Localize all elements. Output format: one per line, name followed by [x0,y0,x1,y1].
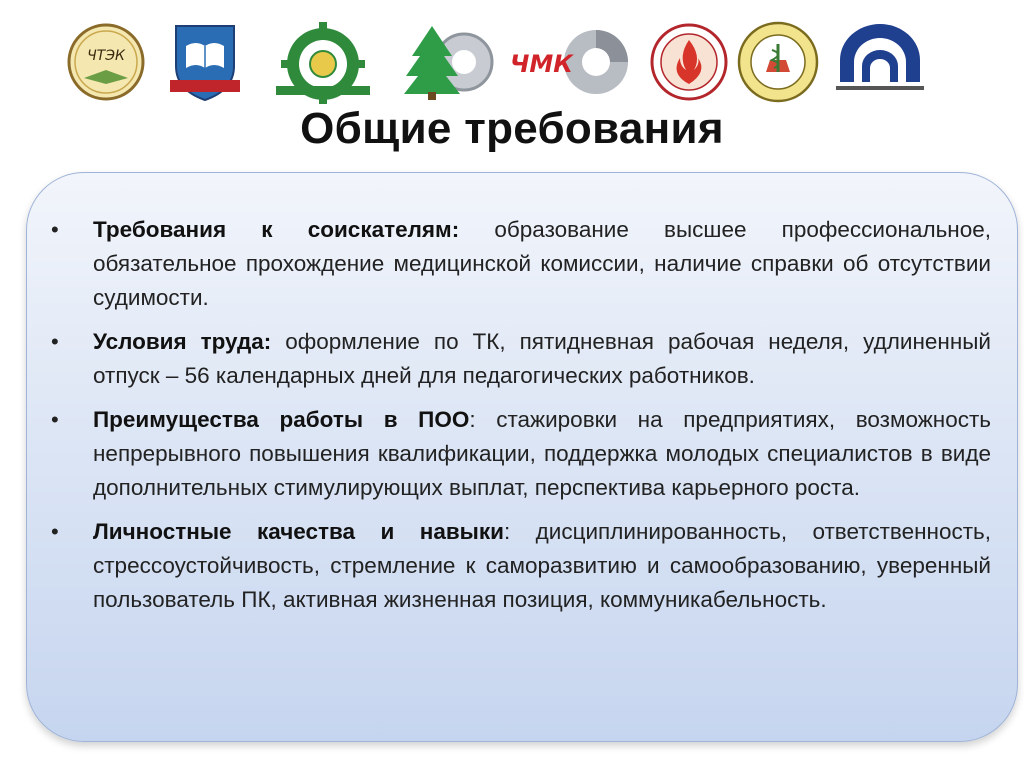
requirements-panel [26,172,1018,742]
tree-gear-logo [402,20,498,104]
fire-brick-logo [648,20,730,104]
chtek-logo-text: ЧТЭК [87,48,125,64]
requirement-term: Личностные качества и навыки [93,519,504,544]
bullet-icon: • [51,407,59,432]
bullet-icon: • [51,519,59,544]
bullet-icon: • [51,217,59,242]
requirement-term: Условия труда: [93,329,272,354]
logo-strip [60,20,940,106]
requirement-text: : дисциплинированность, ответственность, стрессоустойчивость, стремление к саморазвитию и самообразованию, уверенный пользователь ПК, активная жизненная позиция, коммуникабельность. [93,519,991,612]
requirement-personal-qualities [51,515,991,617]
requirement-term: Преимущества работы в ПОО [93,407,470,432]
requirement-term: Требования к соискателям: [93,217,460,242]
requirements-list [51,213,991,627]
requirement-advantages [51,403,991,505]
chtek-logo [66,20,146,102]
chmk-logo-text: ЧМК [510,50,573,78]
requirement-text: : стажировки на предприятиях, возможность непрерывного повышения квалификации, поддержка молодых специалистов в виде дополнительных стимулирующих выплат, перспектива карьерного роста. [93,407,991,500]
chmk-logo [506,20,634,104]
bullet-icon: • [51,329,59,354]
medical-college-logo [736,20,820,104]
requirement-text: оформление по ТК, пятидневная рабочая неделя, удлиненный отпуск – 56 календарных дней для педагогических работников. [93,329,991,388]
arch-logo [832,20,928,104]
slide-title: Общие требования [300,104,724,153]
requirement-work-conditions [51,325,991,393]
requirement-applicants [51,213,991,315]
book-shield-logo [166,20,244,104]
gear-college-logo [268,20,378,104]
requirement-text: образование высшее профессиональное, обязательное прохождение медицинской комиссии, наличие справки об отсутствии судимости. [93,217,991,310]
